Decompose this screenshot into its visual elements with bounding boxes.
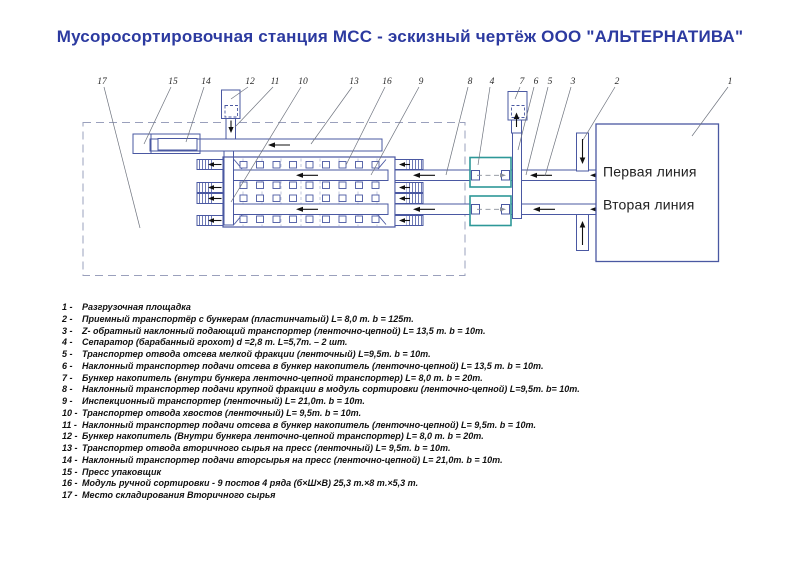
legend-row: [62, 314, 580, 326]
legend-row: [62, 373, 580, 385]
line1-label: Первая линия: [603, 163, 697, 180]
stub: [197, 216, 223, 226]
callout-7: 7: [519, 77, 525, 87]
callout-11: 11: [270, 77, 280, 87]
drum-separator-bottom: [470, 196, 511, 226]
legend: [62, 302, 580, 502]
stub: [395, 194, 423, 204]
stub: [395, 160, 423, 170]
legend-row: [62, 396, 580, 408]
post-row-3: [240, 195, 379, 202]
legend-row: [62, 361, 580, 373]
legend-row: [62, 431, 580, 443]
callout-13: 13: [349, 77, 359, 87]
legend-row: [62, 443, 580, 455]
callout-5: 5: [547, 77, 553, 87]
legend-text: Инспекционный транспортер (ленточный) L= 21,0m. b = 10m.: [82, 396, 365, 406]
legend-number: 8 -: [62, 384, 73, 395]
legend-text: Транспортер отвода отсева мелкой фракции (ленточный) L=9,5m. b = 10m.: [82, 349, 431, 359]
legend-number: 10 -: [62, 407, 78, 418]
line2-label: Вторая линия: [603, 196, 695, 213]
legend-number: 13 -: [62, 443, 78, 453]
callout-9: 9: [418, 77, 424, 87]
legend-text: Наклонный транспортер подачи отсева в бункер накопитель (ленточно-цепной) L= 13,5 m. b = 10m.: [82, 360, 544, 371]
callout-6: 6: [533, 77, 539, 87]
screenings-conveyor: [513, 133, 522, 219]
tails-conveyor-channel: [224, 151, 234, 225]
legend-number: 1 -: [62, 302, 73, 312]
callout-10: 10: [298, 77, 308, 87]
legend-row: [62, 420, 580, 432]
legend-text: Пресс упаковщик: [82, 466, 162, 477]
legend-text: Сепаратор (барабанный грохот) d =2,8 m. L=5,7m. – 2 шт.: [82, 337, 348, 348]
page-title: Мусоросортировочная станция МСС - эскизный чертёж ООО "АЛЬТЕРНАТИВА": [56, 27, 744, 46]
legend-number: 14 -: [62, 454, 78, 465]
receiving-conveyor-bottom: [577, 215, 589, 251]
legend-number: 6 -: [62, 360, 73, 371]
stub: [197, 183, 223, 193]
legend-row: [62, 490, 580, 502]
stub: [197, 160, 223, 170]
callout-16: 16: [382, 77, 392, 87]
legend-number: 9 -: [62, 396, 73, 406]
legend-text: Наклонный транспортер подачи вторсырья на пресс (ленточно-цепной) L= 21,0m. b = 10m.: [82, 454, 503, 465]
callout-4: 4: [489, 77, 495, 87]
legend-number: 4 -: [62, 337, 73, 348]
stub: [395, 216, 423, 226]
legend-row: [62, 302, 580, 314]
legend-text: Наклонный транспортер подачи крупной фракции в модуль сортировки (ленточно-цепной) L=9,5m. b= 10m.: [82, 384, 580, 395]
callout-17: 17: [97, 77, 107, 87]
legend-text: Z- обратный наклонный подающий транспортер (ленточно-цепной) L= 13,5 m. b = 10m.: [82, 325, 486, 336]
inspection-conveyor-line1: [234, 170, 598, 181]
legend-number: 17 -: [62, 490, 78, 500]
receiving-conveyor-top: [577, 133, 589, 171]
callout-labels: [97, 77, 732, 87]
post-row-1: [240, 162, 379, 169]
legend-text: Разгрузочная площадка: [82, 302, 191, 312]
callout-12: 12: [245, 77, 255, 87]
callout-3: 3: [570, 77, 576, 87]
drum-separator-top: [470, 158, 511, 188]
legend-text: Транспортер отвода вторичного сырья на пресс (ленточный) L= 9,5m. b = 10m.: [82, 443, 451, 453]
legend-number: 2 -: [62, 313, 73, 324]
discharge-conveyors-right: [395, 160, 423, 226]
legend-row: [62, 349, 580, 361]
stub: [197, 194, 223, 204]
legend-text: Наклонный транспортер подачи отсева в бункер накопитель (ленточно-цепной) L= 9,5m. b = 10m.: [82, 419, 537, 430]
post-row-2: [240, 182, 379, 189]
legend-number: 5 -: [62, 349, 73, 359]
callout-1: 1: [727, 77, 733, 87]
legend-number: 16 -: [62, 478, 78, 489]
discharge-conveyors-left: [197, 160, 223, 226]
legend-text: Транспортер отвода хвостов (ленточный) L= 9,5m. b = 10m.: [82, 407, 362, 418]
legend-text: Модуль ручной сортировки - 9 постов 4 ряда (б×Ш×В) 25,3 m.×8 m.×5,3 m.: [82, 478, 419, 489]
legend-text: Бункер накопитель (внутри бункера ленточно-цепной транспортер) L= 8,0 m. b = 20m.: [82, 372, 483, 383]
legend-number: 3 -: [62, 325, 73, 336]
legend-text: Место складирования Вторичного сырья: [82, 490, 276, 500]
legend-number: 12 -: [62, 431, 78, 442]
callout-8: 8: [467, 77, 473, 87]
post-row-4: [240, 216, 379, 223]
legend-row: [62, 455, 580, 467]
unloading-area: [596, 124, 719, 262]
callout-2: 2: [614, 77, 620, 87]
legend-number: 11 -: [62, 419, 77, 430]
inspection-conveyor-line2: [234, 204, 598, 215]
legend-row: [62, 384, 580, 396]
legend-row: [62, 326, 580, 338]
legend-text: Бункер накопитель (Внутри бункера ленточно-цепной транспортер) L= 8,0 m. b = 20m.: [82, 431, 484, 442]
legend-number: 15 -: [62, 466, 78, 477]
legend-number: 7 -: [62, 372, 73, 383]
legend-row: [62, 408, 580, 420]
legend-row: [62, 337, 580, 349]
stub: [395, 183, 423, 193]
legend-row: [62, 467, 580, 479]
hopper-12: [222, 90, 241, 139]
legend-text: Приемный транспортёр с бункерам (пластинчатый) L= 8,0 m. b = 125m.: [82, 313, 414, 324]
callout-14: 14: [201, 77, 211, 87]
legend-row: [62, 478, 580, 490]
callout-15: 15: [168, 77, 178, 87]
